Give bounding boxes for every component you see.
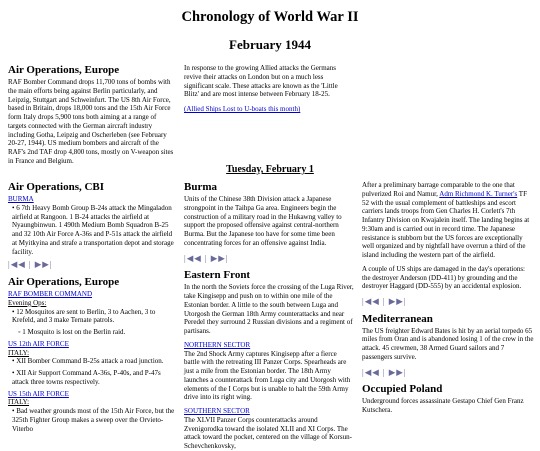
list-item: • XII Bomber Command B-25s attack a road junction.	[12, 357, 164, 366]
section-text: In the north the Soviets force the crossing of the Luga River, take Kingisepp and push on to within one mile of the Estonian border. A little to the south between Luga and Utorgosh the German 18th Army counterattacks and near Peredel they surround 2 Russian divisions and a regiment of partisans.	[184, 283, 354, 336]
section-heading: Eastern Front	[184, 269, 251, 282]
section-text: The XLVII Panzer Corps counterattacks around Zvenigorodka toward the isolated XLII and XI Corps. The attack toward the pocket, centered on the village of Korsun-Schevchenkovsky,	[184, 415, 352, 451]
subheading-southern[interactable]: SOUTHERN SECTOR	[184, 407, 250, 416]
section-heading: Air Operations, CBI	[8, 181, 105, 193]
column-3	[362, 181, 534, 415]
nav-arrows[interactable]: |◀◀ | ▶▶|	[362, 366, 407, 377]
section-heading: Mediterranean	[362, 312, 433, 325]
subheading-evening-ops: Evening Ops:	[8, 298, 47, 307]
intro-right	[184, 64, 354, 119]
column-2	[184, 181, 354, 451]
subheading-12th-af[interactable]: US 12th AIR FORCE	[8, 339, 69, 348]
section-heading: Burma	[184, 181, 217, 193]
intro-right-text: In response to the growing Allied attacks the Germans revive their attacks on London but on a much less significant scale. These attacks are known as the 'Little Blitz' and are most intense between February 18-25.	[184, 64, 338, 99]
section-text: The US freighter Edward Bates is hit by an aerial torpedo 65 miles from Oran and is abandoned losing 1 of the crew in the attack. 45 crewmen, 38 Armed Guard sailors and 7 passengers survive.	[362, 326, 534, 361]
section-text: A couple of US ships are damaged in the day's operations: the destroyer Anderson (DD-411) by grounding and the destroyer Haggard (DD-555) by an accidental explosion.	[362, 264, 526, 291]
nav-arrows[interactable]: |◀◀ | ▶▶|	[362, 296, 407, 306]
section-heading: Air Operations, Europe	[8, 275, 120, 288]
list-item: • XII Air Support Command A-36s, P-40s, and P-47s attack three towns respectively.	[12, 369, 161, 386]
subheading-raf[interactable]: RAF BOMBER COMMAND	[8, 290, 93, 299]
subheading-italy: ITALY:	[8, 398, 30, 407]
subheading-burma[interactable]: BURMA	[8, 195, 34, 204]
page-subtitle: February 1944	[229, 37, 311, 52]
subheading-northern[interactable]: NORTHERN SECTOR	[184, 340, 251, 349]
column-1	[8, 181, 176, 433]
turner-link[interactable]: Adm Richmond K. Turner's	[439, 189, 518, 198]
section-text: After a preliminary barrage comparable to the one that pulverized Roi and Namur, Adm Richmond K. Turner's TF 52 with the usual complement of battleships and escort carriers lands troops from Gen Charles H. Corlett's 7th Infantry Division on Kwajalein itself. The landing begins at 9:30am and is carried out in record time. The Japanese resistance is stubborn but the US forces are exceptionally well organized and by nightfall have overrun a third of the island including the western part of the airfield.	[362, 181, 530, 259]
list-item: ◦ 1 Mosquito is lost on the Berlin raid.	[18, 328, 126, 337]
section-text: The 2nd Shock Army captures Kingisepp after a fierce battle with the retreating III Panzer Corps. Spearheads are just a mile from the Estonian border. The 18th Army launches a counterattack from Luga city and Utorgosh with elements of the I Corps but is unable to halt the 59th Army drive into its right wing.	[184, 349, 351, 402]
subheading-15th-af[interactable]: US 15th AIR FORCE	[8, 389, 69, 398]
section-text: Units of the Chinese 38th Division attack a Japanese strongpoint in the Taihpa Ga area. Engineers begin the construction of a military road in the Hukawng valley to support the proposed offensive against central-northern Burma. But the Japanese too have for some time been concentrating forces for an offensive against India.	[184, 195, 342, 247]
list-item: • Bad weather grounds most of the 15th Air Force, but the 325th Fighter Group makes a sweep over the Orvieto-Viterbo	[12, 407, 175, 433]
section-heading: Occupied Poland	[362, 383, 443, 396]
list-item: • 6 7th Heavy Bomb Group B-24s attack the Mingaladon airfield at Rangoon. 1 B-24 attacks the airfield at Nyaungbinwun. 1 490th Medium Bomb Squadron B-25 and 32 10th Air Force A-36s and P-51s attack the airfield at Myitkyina and strafe a transportation depot and storage facility.	[12, 203, 174, 256]
subheading-italy: ITALY:	[8, 348, 30, 357]
list-item: • 12 Mosquitos are sent to Berlin, 3 to Aachen, 3 to Krefeld, and 3 make Ternate patrols.	[12, 307, 156, 325]
page-title: Chronology of World War II	[181, 9, 359, 25]
allied-ships-link[interactable]: (Allied Ships Lost to U-boats this month)	[184, 105, 301, 113]
section-text: Underground forces assassinate Gestapo Chief Gen Franz Kutschera.	[362, 397, 524, 415]
intro-text: RAF Bomber Command drops 11,700 tons of bombs with the main efforts being against Berlin particularly, and Leipzig, Stuttgart and Schweinfurt. The US 8th Air Force, based in Britain, drops 18,000 tons and the 15th Air Force form Italy drops 5,900 tons both aiming at a range of targets connected with the German aircraft industry including Gotha, Leipzig and Oscherleben (see February 20-27, 1944). US medium bombers and aircraft of the RAF's 2nd TAF drop 4,800 tons, mostly on V-weapon sites in France and Belgium.	[8, 78, 174, 165]
nav-arrows[interactable]: |◀◀ | ▶▶|	[184, 252, 229, 263]
intro-heading: Air Operations, Europe	[8, 64, 120, 76]
day-heading: Tuesday, February 1	[226, 164, 314, 175]
nav-arrows[interactable]: |◀◀ | ▶▶|	[8, 259, 53, 270]
intro-left	[8, 64, 176, 171]
